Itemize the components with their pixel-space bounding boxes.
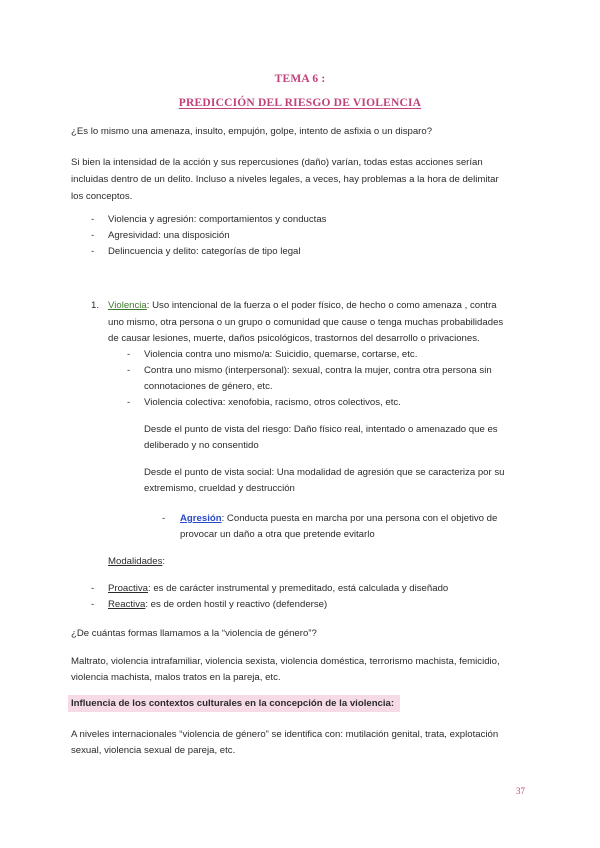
list-dash: -	[127, 397, 131, 408]
question-1: ¿Es lo mismo una amenaza, insulto, empujón, golpe, intento de asfixia o un disparo?	[71, 126, 433, 137]
list-dash: -	[91, 583, 95, 594]
page-title: TEMA 6 :	[274, 73, 326, 85]
modalidad-text: : es de carácter instrumental y premeditado, está calculada y diseñado	[148, 583, 449, 594]
social-line-2: extremismo, crueldad y destrucción	[144, 483, 295, 494]
list-dash: -	[127, 349, 131, 360]
agresion-definition-line-2: provocar un daño a otra que pretende evitarlo	[180, 529, 375, 540]
modalidad-term: Proactiva	[108, 583, 148, 594]
paragraph-1-line-2: incluidas dentro de un delito. Incluso a niveles legales, a veces, hay problemas a la hora de delimitar	[71, 174, 499, 185]
paragraph-2-line-1: Maltrato, violencia intrafamiliar, violencia sexista, violencia doméstica, terrorismo machista, femicidio,	[71, 656, 500, 667]
list-item: Agresividad: una disposición	[108, 230, 230, 241]
agresion-definition-line-1	[180, 511, 497, 528]
list-item: Delincuencia y delito: categorías de tipo legal	[108, 246, 301, 257]
violence-type-continued: connotaciones de género, etc.	[144, 381, 273, 392]
violence-type: Contra uno mismo (interpersonal): sexual, contra la mujer, contra otra persona sin	[144, 365, 492, 376]
list-dash: -	[91, 599, 95, 610]
list-dash: -	[91, 214, 95, 225]
highlighted-heading: Influencia de los contextos culturales en la concepción de la violencia:	[71, 698, 395, 709]
modalidad-item	[108, 581, 448, 598]
modalidades-heading	[108, 554, 165, 571]
violence-type: Violencia colectiva: xenofobia, racismo, otros colectivos, etc.	[144, 397, 401, 408]
violencia-definition-line-3: de causar lesiones, muerte, daños psicológicos, trastornos del desarrollo o privaciones.	[108, 333, 480, 344]
list-dash: -	[162, 513, 166, 524]
riesgo-line-1: Desde el punto de vista del riesgo: Daño físico real, intentado o amenazado que es	[144, 424, 498, 435]
paragraph-1-line-1: Si bien la intensidad de la acción y sus repercusiones (daño) varían, todas estas acciones serían	[71, 157, 483, 168]
modalidades-colon: :	[162, 556, 166, 567]
list-dash: -	[91, 230, 95, 241]
violencia-definition-line-1	[108, 298, 497, 315]
list-dash: -	[127, 365, 131, 376]
modalidades-label: Modalidades	[108, 556, 163, 567]
paragraph-1-line-3: los conceptos.	[71, 191, 133, 202]
paragraph-3-line-1: A niveles internacionales “violencia de género” se identifica con: mutilación genital, trata, explotación	[71, 729, 499, 740]
agresion-term: Agresión	[180, 513, 222, 524]
modalidad-item	[108, 597, 327, 614]
page-number: 37	[516, 786, 525, 796]
violencia-definition-line-2: uno mismo, otra persona o un grupo o comunidad que cause o tenga muchas probabilidades	[108, 317, 504, 328]
modalidad-text: : es de orden hostil y reactivo (defenderse)	[145, 599, 328, 610]
violencia-def-text: : Uso intencional de la fuerza o el poder físico, de hecho o como amenaza , contra	[146, 300, 497, 311]
violence-type: Violencia contra uno mismo/a: Suicidio, quemarse, cortarse, etc.	[144, 349, 418, 360]
paragraph-3-line-2: sexual, violencia sexual de pareja, etc.	[71, 745, 236, 756]
list-number: 1.	[91, 300, 100, 311]
list-dash: -	[91, 246, 95, 257]
question-2: ¿De cuántas formas llamamos a la “violencia de género”?	[71, 628, 317, 639]
paragraph-2-line-2: violencia machista, malos tratos en la pareja, etc.	[71, 672, 281, 683]
list-item: Violencia y agresión: comportamientos y conductas	[108, 214, 327, 225]
social-line-1: Desde el punto de vista social: Una modalidad de agresión que se caracteriza por su	[144, 467, 505, 478]
agresion-def-text: : Conducta puesta en marcha por una persona con el objetivo de	[221, 513, 498, 524]
modalidad-term: Reactiva	[108, 599, 146, 610]
riesgo-line-2: deliberado y no consentido	[144, 440, 259, 451]
page-subtitle: PREDICCIÓN DEL RIESGO DE VIOLENCIA	[178, 97, 422, 109]
violencia-term: Violencia	[108, 300, 147, 311]
